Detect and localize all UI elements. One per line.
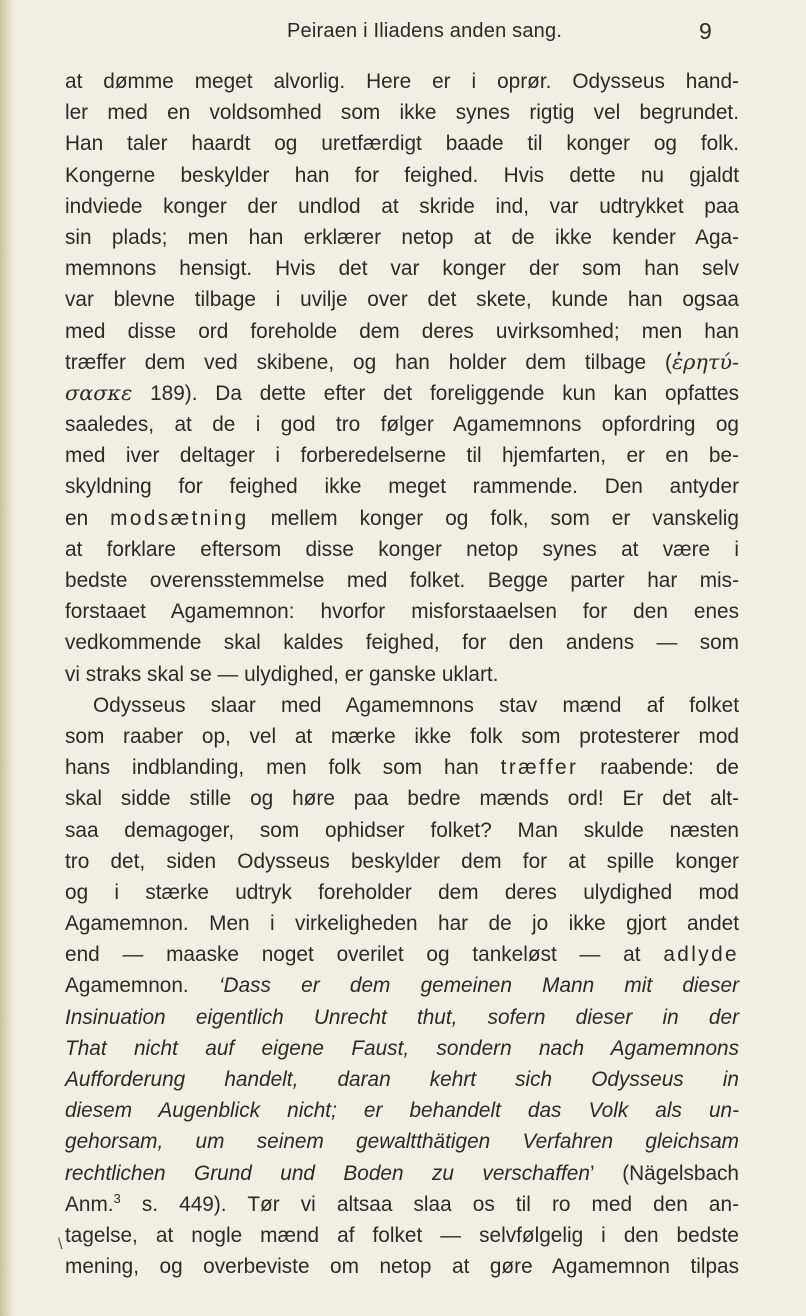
spaced-emphasis: adlyde bbox=[663, 943, 739, 967]
text-line: tro det, siden Odysseus beskylder dem for at spille konger bbox=[65, 849, 739, 873]
text-line: vi straks skal se — ulydighed, er ganske uklart. bbox=[65, 662, 499, 686]
text-line: saaledes, at de i god tro følger Agamemnons opfordring og bbox=[65, 413, 739, 437]
text-line: tagelse, at nogle mænd af folket — selvfølgelig i den bedste bbox=[65, 1223, 739, 1247]
greek-word: ἐρητύ- bbox=[671, 349, 739, 374]
text-line: gehorsam, um seinem gewaltthätigen Verfahren gleichsam bbox=[65, 1130, 739, 1154]
text-line: vedkommende skal kaldes feighed, for den andens — som bbox=[65, 631, 739, 655]
greek-word: σασκε bbox=[65, 380, 133, 405]
text-line: med disse ord foreholde dem deres uvirksomhed; men han bbox=[65, 319, 739, 343]
text-line: skal sidde stille og høre paa bedre mænds ord! Er det alt- bbox=[65, 787, 739, 811]
text-line: Han taler haardt og uretfærdigt baade til konger og folk. bbox=[65, 132, 739, 156]
text-line: indviede konger der undlod at skride ind, var udtrykket paa bbox=[65, 194, 739, 218]
text-run: ’ (Nägelsbach bbox=[589, 1161, 739, 1185]
text-line bbox=[65, 752, 739, 783]
text-line bbox=[65, 503, 739, 534]
text-line bbox=[65, 939, 739, 970]
text-line: Odysseus slaar med Agamemnons stav mænd af folket bbox=[93, 693, 739, 717]
text-run: træffer dem ved skibene, og han holder dem tilbage ( bbox=[65, 350, 672, 374]
text-line bbox=[65, 347, 739, 378]
page-number: 9 bbox=[699, 18, 712, 44]
text-line bbox=[65, 970, 739, 1001]
text-line: at dømme meget alvorlig. Here er i oprør. Odysseus hand- bbox=[65, 70, 739, 93]
page-header bbox=[0, 16, 806, 52]
running-title: Peiraen i Iliadens anden sang. bbox=[287, 20, 563, 42]
text-line: saa demagoger, som ophidser folket? Man skulde næsten bbox=[65, 818, 739, 842]
text-line: sin plads; men han erklærer netop at de ikke kender Aga- bbox=[65, 225, 739, 249]
spaced-emphasis: træffer bbox=[500, 756, 579, 780]
stray-mark: \ bbox=[58, 1236, 63, 1253]
text-line: Kongerne beskylder han for feighed. Hvis dette nu gjaldt bbox=[65, 163, 739, 187]
text-run: end — maaske noget overilet og tankeløst — at bbox=[65, 943, 664, 967]
text-line: som raaber op, vel at mærke ikke folk som protesterer mod bbox=[65, 724, 739, 748]
text-line: That nicht auf eigene Faust, sondern nach Agamemnons bbox=[65, 1036, 739, 1060]
footnote-superscript: 3 bbox=[113, 1190, 121, 1206]
text-line bbox=[65, 378, 739, 409]
text-run: s. 449). Tør vi altsaa slaa os til ro med den an- bbox=[120, 1192, 739, 1216]
text-line: ler med en voldsomhed som ikke synes rigtig vel begrundet. bbox=[65, 101, 739, 125]
text-run: mellem konger og folk, som er vanskelig bbox=[248, 506, 739, 530]
text-line: diesem Augenblick nicht; er behandelt das Volk als un- bbox=[65, 1099, 739, 1123]
text-line bbox=[65, 1189, 739, 1220]
text-line: med iver deltager i forberedelserne til hjemfarten, er en be- bbox=[65, 444, 739, 468]
text-run: hans indblanding, men folk som han bbox=[65, 756, 501, 780]
text-run: Agamemnon. bbox=[65, 974, 219, 998]
body-text bbox=[65, 66, 739, 1282]
text-run: Anm. bbox=[65, 1192, 114, 1216]
text-line: Aufforderung handelt, daran kehrt sich Odysseus in bbox=[65, 1068, 739, 1091]
german-quote: ‘Dass er dem gemeinen Mann mit dieser bbox=[218, 974, 739, 998]
text-line: mening, og overbeviste om netop at gøre Agamemnon tilpas bbox=[65, 1255, 739, 1279]
text-line: bedste overensstemmelse med folket. Begge parter har mis- bbox=[65, 569, 739, 592]
text-run: raabende: de bbox=[578, 756, 739, 780]
text-line bbox=[65, 1158, 739, 1189]
text-run: 189). Da dette efter det foreliggende kun kan opfattes bbox=[132, 381, 739, 405]
german-quote: rechtlichen Grund und Boden zu verschaffen bbox=[65, 1161, 590, 1185]
text-line: og i stærke udtryk foreholder dem deres ulydighed mod bbox=[65, 880, 739, 904]
text-line: Agamemnon. Men i virkeligheden har de jo ikke gjort andet bbox=[65, 912, 739, 936]
text-line: at forklare eftersom disse konger netop synes at være i bbox=[65, 537, 739, 561]
text-line: forstaaet Agamemnon: hvorfor misforstaaelsen for den enes bbox=[65, 600, 739, 624]
text-run: en bbox=[65, 506, 111, 530]
text-line: skyldning for feighed ikke meget rammende. Den antyder bbox=[65, 475, 739, 499]
text-line: var blevne tilbage i uvilje over det skete, kunde han ogsaa bbox=[65, 288, 739, 312]
spaced-emphasis: modsætning bbox=[110, 506, 249, 530]
text-line: memnons hensigt. Hvis det var konger der som han selv bbox=[65, 257, 739, 281]
text-line: Insinuation eigentlich Unrecht thut, sofern dieser in der bbox=[65, 1005, 739, 1029]
page-edge bbox=[0, 0, 14, 1316]
